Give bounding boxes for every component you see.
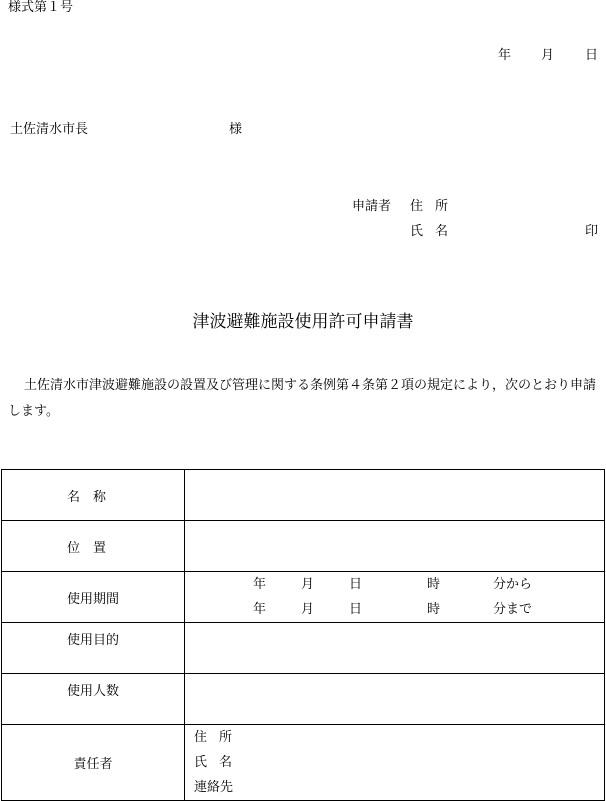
responsible-address-label: 住所 xyxy=(194,730,245,745)
period-until-year: 年 xyxy=(253,602,267,617)
period-until-minute: 分まで xyxy=(493,602,533,617)
name-row-label: 名称 xyxy=(2,470,185,521)
period-until-hour: 時 xyxy=(427,602,441,617)
seal-label: 印 xyxy=(585,224,599,239)
responsible-contact-label: 連絡先 xyxy=(194,780,234,795)
location-value-cell[interactable] xyxy=(185,521,605,572)
responsible-row-label: 責任者 xyxy=(2,725,185,801)
addressee-name: 土佐清水市長 xyxy=(10,122,89,137)
purpose-value-cell[interactable] xyxy=(185,623,605,674)
period-from-month: 月 xyxy=(301,577,315,592)
table-row xyxy=(2,623,605,674)
count-row-label: 使用人数 xyxy=(2,674,185,725)
addressee-honorific: 様 xyxy=(229,122,243,137)
table-row xyxy=(2,725,605,801)
location-row-label: 位置 xyxy=(2,521,185,572)
period-until-day: 日 xyxy=(349,602,363,617)
responsible-name-label: 氏名 xyxy=(194,755,245,770)
responsible-value-cell[interactable] xyxy=(185,725,605,801)
period-value-cell[interactable] xyxy=(185,572,605,623)
document-title: 津波避難施設使用許可申請書 xyxy=(192,312,414,332)
period-from-hour: 時 xyxy=(427,577,441,592)
table-row xyxy=(2,572,605,623)
table-row xyxy=(2,470,605,521)
count-value-cell[interactable] xyxy=(185,674,605,725)
period-until-month: 月 xyxy=(301,602,315,617)
form-number: 様式第１号 xyxy=(8,0,74,15)
period-until-line xyxy=(185,597,604,622)
application-table xyxy=(1,469,605,801)
table-row xyxy=(2,521,605,572)
table-row xyxy=(2,674,605,725)
period-from-year: 年 xyxy=(253,577,267,592)
purpose-row-label: 使用目的 xyxy=(2,623,185,674)
name-value-cell[interactable] xyxy=(185,470,605,521)
date-year-label: 年 xyxy=(498,48,512,63)
applicant-address-label: 住所 xyxy=(410,199,461,214)
applicant-name-label: 氏名 xyxy=(410,224,461,239)
period-row-label: 使用期間 xyxy=(2,572,185,623)
date-month-label: 月 xyxy=(541,48,555,63)
date-day-label: 日 xyxy=(585,48,599,63)
applicant-label: 申請者 xyxy=(352,199,392,214)
body-paragraph: 土佐清水市津波避難施設の設置及び管理に関する条例第４条第２項の規定により，次のとおり申請します。 xyxy=(8,378,597,419)
period-from-minute: 分から xyxy=(493,577,533,592)
period-from-line xyxy=(185,572,604,597)
period-from-day: 日 xyxy=(349,577,363,592)
